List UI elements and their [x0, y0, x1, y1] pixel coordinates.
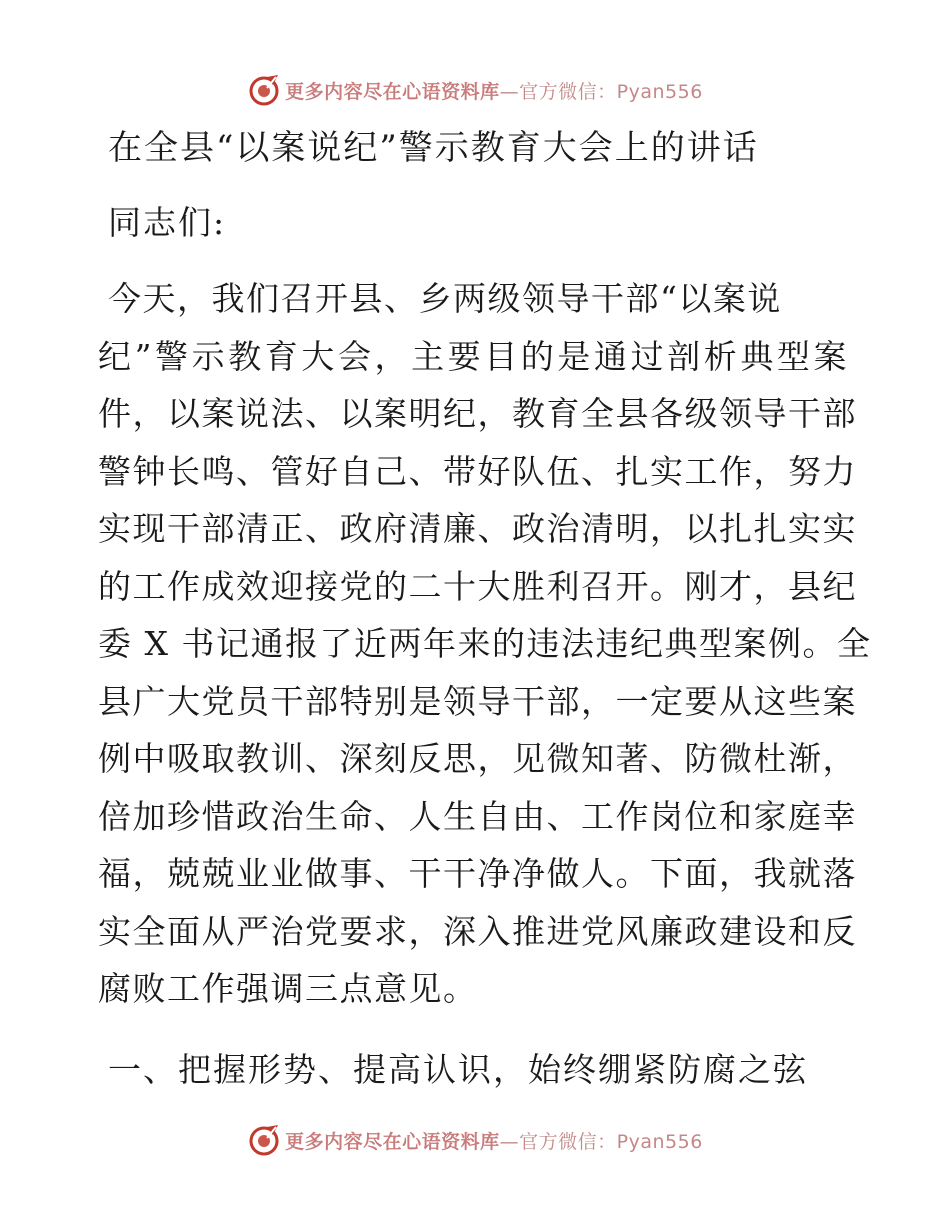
quill-logo-icon	[247, 73, 281, 107]
watermark-sub: —官方微信：Pyan556	[499, 80, 703, 103]
paragraph-line: 委 X 书记通报了近两年来的违法违纪典型案例。全	[98, 624, 872, 663]
paragraph-line: 县广大党员干部特别是领导干部，一定要从这些案	[98, 681, 857, 721]
paragraph-line: 的工作成效迎接党的二十大胜利召开。刚才，县纪	[98, 566, 857, 606]
paragraph-line: 福，兢兢业业做事、干干净净做人。下面，我就落	[98, 854, 857, 893]
paragraph-line: 倍加珍惜政治生命、人生自由、工作岗位和家庭幸	[98, 796, 857, 836]
watermark-main: 更多内容尽在心语资料库	[285, 80, 500, 103]
watermark-main: 更多内容尽在心语资料库	[285, 1130, 500, 1153]
document-title: 在全县“以案说纪”警示教育大会上的讲话	[108, 128, 759, 168]
paragraph-line: 警钟长鸣、管好自己、带好队伍、扎实工作，努力	[98, 451, 857, 491]
section-heading: 一、把握形势、提高认识，始终绷紧防腐之弦	[108, 1050, 808, 1089]
paragraph-line: 腐败工作强调三点意见。	[98, 969, 478, 1008]
watermark-text	[285, 1127, 703, 1154]
header-watermark	[0, 70, 950, 110]
quill-logo-icon	[247, 1123, 281, 1157]
paragraph-line: 例中吸取教训、深刻反思，见微知著、防微杜渐，	[98, 739, 857, 778]
paragraph-line: 今天，我们召开县、乡两级领导干部“以案说	[108, 279, 782, 318]
watermark-sub: —官方微信：Pyan556	[499, 1130, 703, 1153]
paragraph-line: 纪”警示教育大会，主要目的是通过剖析典型案	[98, 336, 848, 376]
watermark-text	[285, 77, 703, 104]
footer-watermark	[0, 1120, 950, 1160]
greeting: 同志们:	[108, 203, 227, 242]
body-paragraph	[98, 270, 872, 1018]
paragraph-line: 实现干部清正、政府清廉、政治清明，以扎扎实实	[98, 509, 857, 548]
paragraph-line: 实全面从严治党要求，深入推进党风廉政建设和反	[98, 911, 857, 951]
paragraph-line: 件，以案说法、以案明纪，教育全县各级领导干部	[98, 394, 857, 433]
